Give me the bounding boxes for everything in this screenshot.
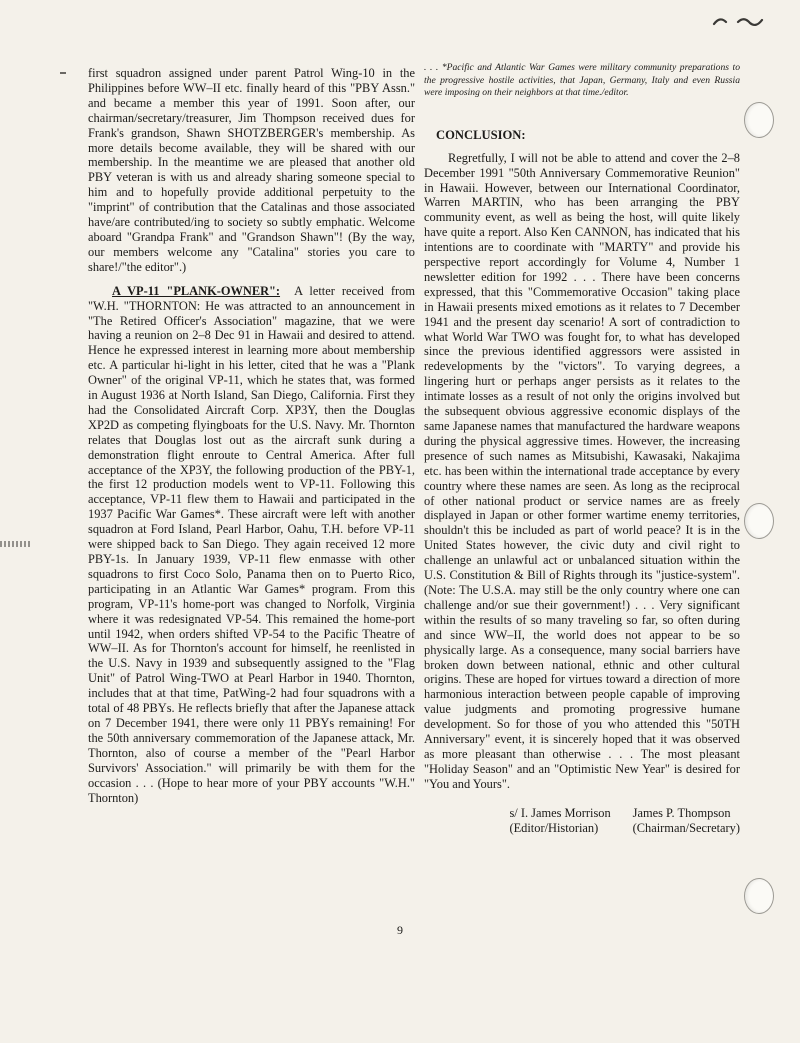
- membership-paragraph: first squadron assigned under parent Patrol Wing-10 in the Philippines before WW–II etc. finally heard of this "PBY Assn." and became a member this year of 1991. Soon after, our chairman/secretary/treasurer, Jim Thompson received dues for Frank's grandson, Shawn SHOTZBERGER's membership. As more details become available, they will be shared with our membership. In the meantime we are pleased that another old PBY veteran is with us and already sharing someone special to him and to hopefully provide additional perpetuity to the "imprint" of contribution that the Catalinas and those associated have/are contributed/ing to society so subtly emphatic. Welcome aboard "Grandpa Frank" and "Grandson Shawn"! (By the way, our members welcome any "Catalina" stories you care to share!/"the editor".): [88, 66, 415, 274]
- conclusion-heading: CONCLUSION:: [436, 127, 526, 142]
- punch-hole: [744, 878, 774, 914]
- margin-mark: [60, 72, 66, 74]
- left-column: [88, 66, 415, 805]
- punch-hole: [744, 102, 774, 138]
- edge-mark: [0, 541, 30, 547]
- signature-thompson: [633, 806, 740, 836]
- right-column: [424, 62, 740, 836]
- vp11-heading: A VP-11 "PLANK-OWNER":: [112, 283, 281, 298]
- conclusion-paragraph: Regretfully, I will not be able to attend and cover the 2–8 December 1991 "50th Anniversary Commemorative Reunion" in Hawaii. However, between our International Coordinator, Warren MARTIN, who has been arranging the PBY community event, as well as being the host, will quite likely have quite a report. Also Ken CANNON, has indicated that his intentions are to coordinate with "MARTY" and provide his perspective report accordingly for Volume 4, Number 1 newsletter edition for 1992 . . . There have been concerns expressed, that this "Commemorative Occasion" taking place in Hawaii presents mixed emotions as it relates to 7 December 1941 and the present day scenario! A sort of contradiction to what World War TWO was fought for, to what has developed since the previous identified aggressors were assisted in redevelopments by the "victors". To varying degrees, a lingering hurt or perhaps anger persists as it relates to the intimate losses as a result of not only the origins involved but the subsequent obvious aggressive economic displays of the same Japanese names that manufactured the hardware weapons during the physical aggressive times. However, the increasing presence of such names as Mitsubishi, Kawasaki, Nakajima etc. has been within the international trade acceptance by every country where these names are seen. As long as the reciprocal of other national product or service names are as freely displayed in Japan or other former wartime enemy territories, shouldn't this be included as part of world peace? It is in the United States however, the civic duty and civil right to challenge an unlawful act or unbalanced situation within the U.S. Constitution & Bill of Rights through its "justice-system". (Note: The U.S.A. may still be the only country where one can challenge and/or sue their government!) . . . Very significant within the results of so many traveling so far, so often during and since WW–II, the world does not appear to be so physically large. As a consequence, many social barriers have broken down between national, ethnic and other cultural origins. These are hoped for virtues toward a direction of more harmonious interaction between people capable of improving value judgments and promoting progressive humane development. So for those of you who attended this "50TH Anniversary" event, it is sincerely hoped that it was observed as more pleasant than otherwise . . . The most pleasant "Holiday Season" and an "Optimistic New Year" is desired for "You and Yours".: [424, 150, 740, 791]
- signature-morrison: [509, 806, 610, 836]
- punch-hole: [744, 503, 774, 539]
- war-games-footnote: . . . *Pacific and Atlantic War Games were military community preparations to the progressive hostile activities, that Japan, Germany, Italy and even Russia were imposing on their neighbors at that time./editor.: [424, 62, 740, 99]
- signature-name: s/ I. James Morrison: [509, 805, 611, 820]
- corner-curl-mark: [712, 14, 768, 30]
- vp11-paragraph: [88, 284, 415, 806]
- signature-name: James P. Thompson: [632, 805, 731, 820]
- vp11-body: A letter received from "W.H. "THORNTON: He was attracted to an announcement in "The Retired Officer's Association" magazine, that we were having a reunion on 2–8 Dec 91 in Hawaii and desired to attend. Hence he expressed interest in learning more about membership etc. A particular hi-light in his letter, cited that he was a "Plank Owner" of the original VP-11, which he states that, was formed in August 1936 at North Island, San Diego, California. First they had the Consolidated Aircraft Corp. XP3Y, then the Douglas XP2D as competing flyingboats for the U.S. Navy. Mr. Thornton relates that Douglas lost out as the aircraft sunk during a demonstration flight enroute to Central America. After full acceptance of the XP3Y, the following production of the PBY-1, the first 12 production models went to VP-11. Following this acceptance, VP-11 flew them to Hawaii and participated in the 1937 Pacific War Games*. These aircraft were left with another squadron at Ford Island, Pearl Harbor, Oahu, T.H. before VP-11 were shipped back to San Diego. They again received 12 more PBY-1s. In January 1939, VP-11 flew enmasse with other squadrons to first Coco Solo, Panama then on to Puerto Rico, participating in an Atlantic War Games* program. From this program, VP-11's home-port was changed to Norfolk, Virginia where it was redesignated VP-54. This remained the home-port until 1942, when orders shifted VP-54 to the Pacific Theatre of WW–II. As for Thornton's account for himself, he reenlisted in the U.S. Navy in 1939 and subsequently assigned to the "Flag Unit" of Patrol Wing-TWO at Pearl Harbor in 1940. Thornton, includes that at that time, PatWing-2 had four squadrons with a total of 48 PBYs. He reflects briefly that after the Japanese attack on 7 December 1941, there were only 11 PBYs remaining! For the 50th anniversary commemoration of the Japanese attack, Mr. Thornton, also of course a member of the "Pearl Harbor Survivors' Association." will primarily be with them for the occasion . . . (Hope to hear more of your PBY accounts "W.H." Thornton): [88, 283, 415, 805]
- signature-role: (Editor/Historian): [509, 820, 599, 835]
- signature-role: (Chairman/Secretary): [632, 820, 740, 835]
- signature-block: [424, 806, 740, 836]
- page-number: 9: [397, 923, 403, 937]
